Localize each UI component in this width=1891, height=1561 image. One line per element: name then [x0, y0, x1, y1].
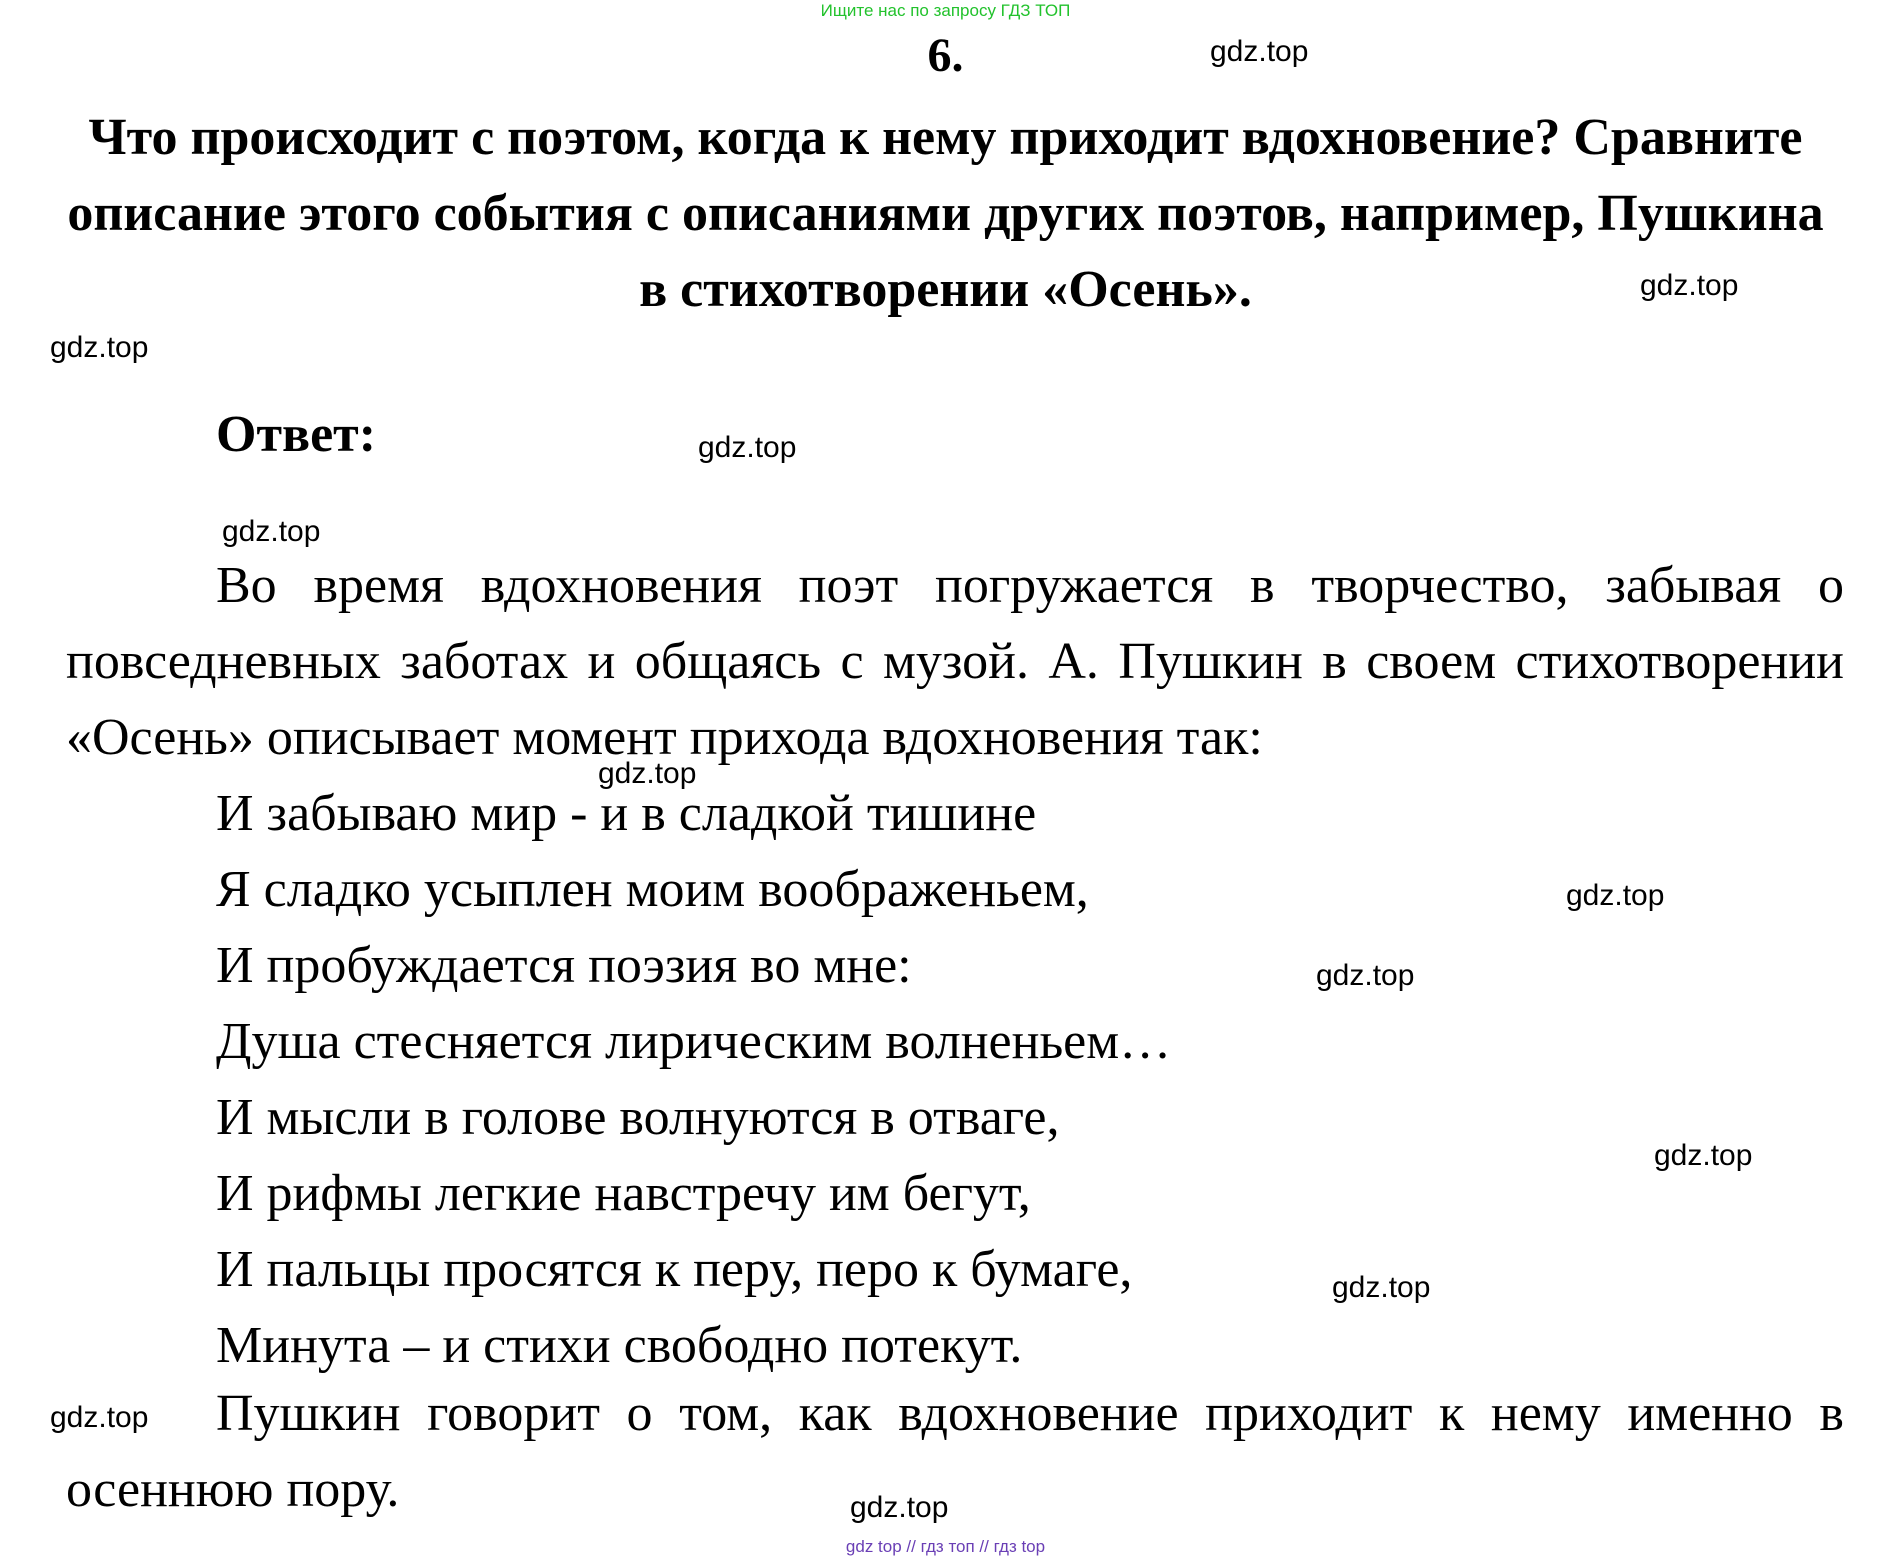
watermark: gdz.top [50, 1401, 149, 1434]
footer: gdz top // гдз топ // гдз top [845, 1537, 1046, 1556]
watermark: gdz.top [222, 515, 321, 548]
answer-paragraph-1: Во время вдохновения поэт погружается в творчество, забывая о повседневных заботах и общаясь с музой. А. Пушкин в своем стихотворении «Осень» описывает момент прихода вдохновения так: [66, 557, 1844, 766]
answer-label: Ответ: [216, 406, 377, 463]
poem-quote [216, 776, 1171, 1384]
watermark: gdz.top [1654, 1139, 1753, 1172]
question-text: Что происходит с поэтом, когда к нему приходит вдохновение? Сравните описание этого события с описаниями других поэтов, например, Пушкина в стихотворении «Осень». [67, 109, 1824, 318]
poem-line: Я сладко усыплен моим воображеньем, [216, 861, 1089, 918]
poem-line: Минута – и стихи свободно потекут. [216, 1317, 1023, 1374]
watermark: gdz.top [1210, 35, 1309, 68]
poem-line: И пробуждается поэзия во мне: [216, 937, 912, 994]
watermark: gdz.top [698, 431, 797, 464]
poem-line: И мысли в голове волнуются в отваге, [216, 1089, 1060, 1146]
watermark: gdz.top [598, 757, 697, 790]
watermark: gdz.top [850, 1491, 949, 1524]
watermark: gdz.top [1316, 959, 1415, 992]
watermark: gdz.top [1640, 269, 1739, 302]
top-banner: Ищите нас по запросу ГДЗ ТОП [820, 1, 1071, 20]
watermark: gdz.top [50, 331, 149, 364]
watermark: gdz.top [1566, 879, 1665, 912]
poem-line: Душа стесняется лирическим волненьем… [216, 1013, 1172, 1070]
poem-line: И рифмы легкие навстречу им бегут, [216, 1165, 1031, 1222]
poem-line: И пальцы просятся к перу, перо к бумаге, [216, 1241, 1133, 1298]
watermark: gdz.top [1332, 1271, 1431, 1304]
poem-line: И забываю мир - и в сладкой тишине [216, 785, 1037, 842]
answer-paragraph-2: Пушкин говорит о том, как вдохновение приходит к нему именно в осеннюю пору. [66, 1385, 1844, 1518]
task-number: 6. [927, 29, 964, 82]
